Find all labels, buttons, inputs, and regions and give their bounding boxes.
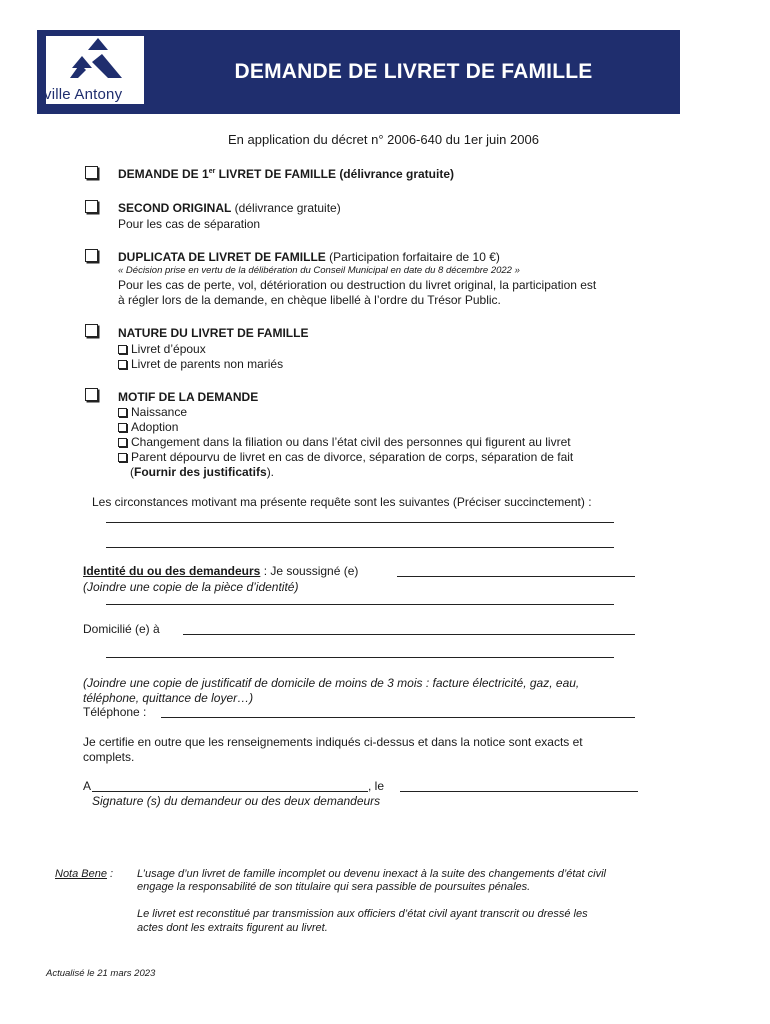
domicile-line-2[interactable] xyxy=(106,657,614,658)
motif-item-adoption[interactable]: Adoption xyxy=(118,420,178,434)
nota-p2-line-1: Le livret est reconstitué par transmission aux officiers d’état civil ayant transcrit ou dressé les xyxy=(137,908,588,920)
motif-label: MOTIF DE LA DEMANDE xyxy=(118,390,259,404)
duplicata-decision: « Décision prise en vertu de la délibération du Conseil Municipal en date du 8 décembre 2022 » xyxy=(118,265,520,276)
checkbox-parents[interactable] xyxy=(118,360,127,369)
telephone-field[interactable] xyxy=(161,717,635,718)
checkbox-epoux[interactable] xyxy=(118,345,127,354)
nature-item-epoux[interactable]: Livret d’époux xyxy=(118,342,206,356)
checkbox-duplicata[interactable] xyxy=(85,249,98,262)
option-first-label: DEMANDE DE 1er LIVRET DE FAMILLE (délivrance gratuite) xyxy=(118,167,455,181)
option-second-note: Pour les cas de séparation xyxy=(118,217,261,231)
date-label: , le xyxy=(368,779,385,793)
nota-p2-line-2: actes dont les extraits figurent au livret. xyxy=(137,922,328,934)
checkbox-second-original[interactable] xyxy=(85,200,98,213)
identite-note: (Joindre une copie de la pièce d’identité) xyxy=(83,580,299,594)
lieu-field[interactable] xyxy=(92,791,368,792)
telephone-label: Téléphone : xyxy=(83,705,147,719)
logo-mark-icon xyxy=(62,34,134,82)
identite-label: Identité du ou des demandeurs : Je soussigné (e) xyxy=(83,564,359,578)
nature-item-parents[interactable]: Livret de parents non mariés xyxy=(118,357,283,371)
page-title: DEMANDE DE LIVRET DE FAMILLE xyxy=(234,60,593,83)
motif-item-naissance[interactable]: Naissance xyxy=(118,405,187,419)
footer-date: Actualisé le 21 mars 2023 xyxy=(46,968,156,979)
checkbox-adoption[interactable] xyxy=(118,423,127,432)
circonstances-label: Les circonstances motivant ma présente requête sont les suivantes (Préciser succinctement) : xyxy=(92,495,592,509)
signature-caption: Signature (s) du demandeur ou des deux demandeurs xyxy=(92,794,381,808)
checkbox-nature[interactable] xyxy=(85,324,98,337)
circonstances-line-2[interactable] xyxy=(106,547,614,548)
option-second-label: SECOND ORIGINAL (délivrance gratuite) xyxy=(118,201,341,215)
identite-field[interactable] xyxy=(397,576,635,577)
checkbox-first-livret[interactable] xyxy=(85,166,98,179)
motif-item-parent[interactable]: Parent dépourvu de livret en cas de divorce, séparation de corps, séparation de fait xyxy=(118,450,573,464)
circonstances-line-1[interactable] xyxy=(106,522,614,523)
date-field[interactable] xyxy=(400,791,638,792)
duplicata-note-1: Pour les cas de perte, vol, détérioration ou destruction du livret original, la participation est xyxy=(118,278,597,292)
certify-line-2: complets. xyxy=(83,750,135,764)
duplicata-note-2: à régler lors de la demande, en chèque libellé à l’ordre du Trésor Public. xyxy=(118,293,501,307)
nature-label: NATURE DU LIVRET DE FAMILLE xyxy=(118,326,309,340)
domicile-field[interactable] xyxy=(183,634,635,635)
motif-item-changement[interactable]: Changement dans la filiation ou dans l’état civil des personnes qui figurent au livret xyxy=(118,435,571,449)
nota-bene-label: Nota Bene : xyxy=(55,868,114,880)
checkbox-motif[interactable] xyxy=(85,388,98,401)
checkbox-naissance[interactable] xyxy=(118,408,127,417)
domicile-note-1: (Joindre une copie de justificatif de domicile de moins de 3 mois : facture électricité, gaz, eau, xyxy=(83,676,580,690)
option-duplicata-label: DUPLICATA DE LIVRET DE FAMILLE (Participation forfaitaire de 10 €) xyxy=(118,250,500,264)
checkbox-changement[interactable] xyxy=(118,438,127,447)
lieu-label: A xyxy=(83,779,92,793)
motif-justificatifs: (Fournir des justificatifs). xyxy=(130,465,275,479)
identite-line-2[interactable] xyxy=(106,604,614,605)
subtitle: En application du décret n° 2006-640 du 1er juin 2006 xyxy=(228,132,539,147)
nota-p1-line-2: engage la responsabilité de son titulaire qui sera passible de poursuites pénales. xyxy=(137,881,531,893)
checkbox-parent-depourvu[interactable] xyxy=(118,453,127,462)
certify-line-1: Je certifie en outre que les renseignements indiqués ci-dessus et dans la notice sont exacts et xyxy=(83,735,583,749)
domicile-note-2: téléphone, quittance de loyer…) xyxy=(83,691,254,705)
logo-text: ville Antony xyxy=(44,86,123,103)
nota-p1-line-1: L’usage d’un livret de famille incomplet ou devenu inexact à la suite des changements d’état civil xyxy=(137,868,606,880)
domicile-label: Domicilié (e) à xyxy=(83,622,160,636)
